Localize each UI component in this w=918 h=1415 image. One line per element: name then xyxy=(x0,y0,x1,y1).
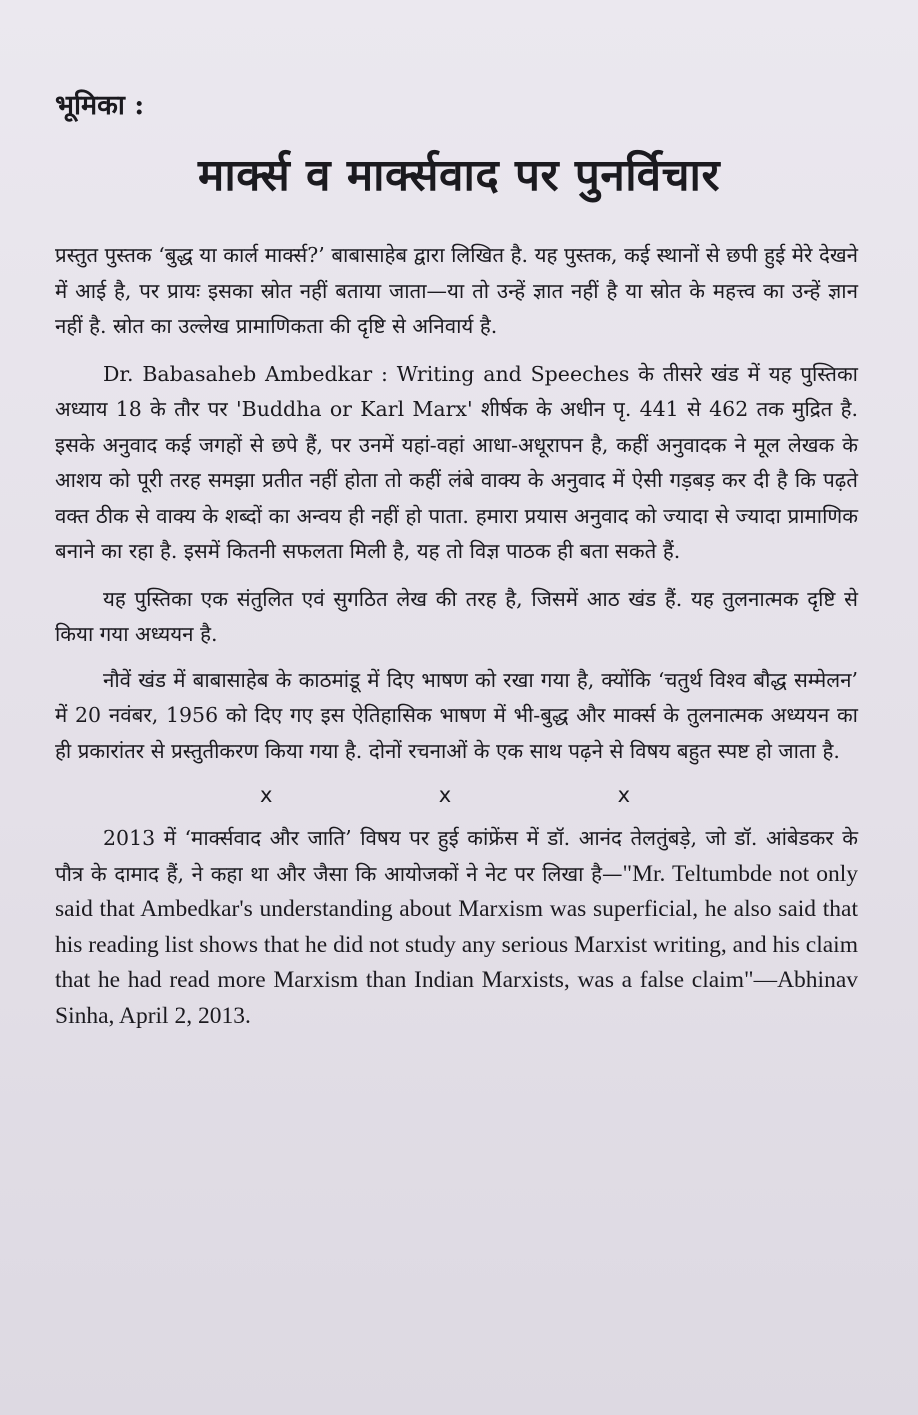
body-text xyxy=(55,238,858,1034)
separator-mark: x xyxy=(438,783,452,807)
section-label: भूमिका : xyxy=(55,90,145,121)
quote-intro: 2013 में ‘मार्क्सवाद और जाति’ विषय पर हुई कांफ्रेंस में डॉ. आनंद तेलतुंबड़े, जो डॉ. आंबेडकर के पौत्र के दामाद हैं, ने कहा था और जैसा कि आयोजकों ने नेट पर लिखा है— xyxy=(55,826,858,886)
paragraph-source: प्रस्तुत पुस्तक ‘बुद्ध या कार्ल मार्क्स?’ बाबासाहेब द्वारा लिखित है. यह पुस्तक, कई स्थानों से छपी हुई मेरे देखने में आई है, पर प्रायः इसका स्रोत नहीं बताया जाता—या तो उन्हें ज्ञात नहीं है या स्रोत के महत्त्व का उन्हें ज्ञान नहीं है. स्रोत का उल्लेख प्रामाणिकता की दृष्टि से अनिवार्य है. xyxy=(55,243,858,338)
page-title: मार्क्स व मार्क्सवाद पर पुनर्विचार xyxy=(198,150,720,201)
section-separator xyxy=(260,775,630,815)
quote-text: "Mr. Teltumbde not only said that Ambedkar's understanding about Marxism was superficial, he also said that his reading list shows that he did not study any serious Marxist writing, and his claim that he had read more Marxism than Indian Marxists, was a false claim"—Abhinav Sinha, April 2, 2013. xyxy=(55,860,858,1029)
separator-mark: x xyxy=(260,783,273,807)
separator-mark: x xyxy=(617,783,630,807)
paragraph-translation: Dr. Babasaheb Ambedkar : Writing and Speeches के तीसरे खंड में यह पुस्तिका अध्याय 18 के तौर पर 'Buddha or Karl Marx' शीर्षक के अधीन पृ. 441 से 462 तक मुद्रित है. इसके अनुवाद कई जगहों से छपे हैं, पर उनमें यहां-वहां आधा-अधूरापन है, कहीं अनुवादक ने मूल लेखक के आशय को पूरी तरह समझा प्रतीत नहीं होता तो कहीं लंबे वाक्य के अनुवाद में ऐसी गड़बड़ कर दी है कि पढ़ते वक्त ठीक से वाक्य के शब्दों का अन्वय ही नहीं हो पाता. हमारा प्रयास अनुवाद को ज्यादा से ज्यादा प्रामाणिक बनाने का रहा है. इसमें कितनी सफलता मिली है, यह तो विज्ञ पाठक ही बता सकते हैं. xyxy=(55,361,858,563)
paragraph-structure: यह पुस्तिका एक संतुलित एवं सुगठित लेख की तरह है, जिसमें आठ खंड हैं. यह तुलनात्मक दृष्टि से किया गया अध्ययन है. xyxy=(55,586,858,646)
paragraph-speech: नौवें खंड में बाबासाहेब के काठमांडू में दिए भाषण को रखा गया है, क्योंकि ‘चतुर्थ विश्व बौद्ध सम्मेलन’ में 20 नवंबर, 1956 को दिए गए इस ऐतिहासिक भाषण में भी-बुद्ध और मार्क्स के तुलनात्मक अध्ययन का ही प्रकारांतर से प्रस्तुतीकरण किया गया है. दोनों रचनाओं के एक साथ पढ़ने से विषय बहुत स्पष्ट हो जाता है. xyxy=(55,667,858,763)
paragraph-quote xyxy=(55,821,858,1034)
